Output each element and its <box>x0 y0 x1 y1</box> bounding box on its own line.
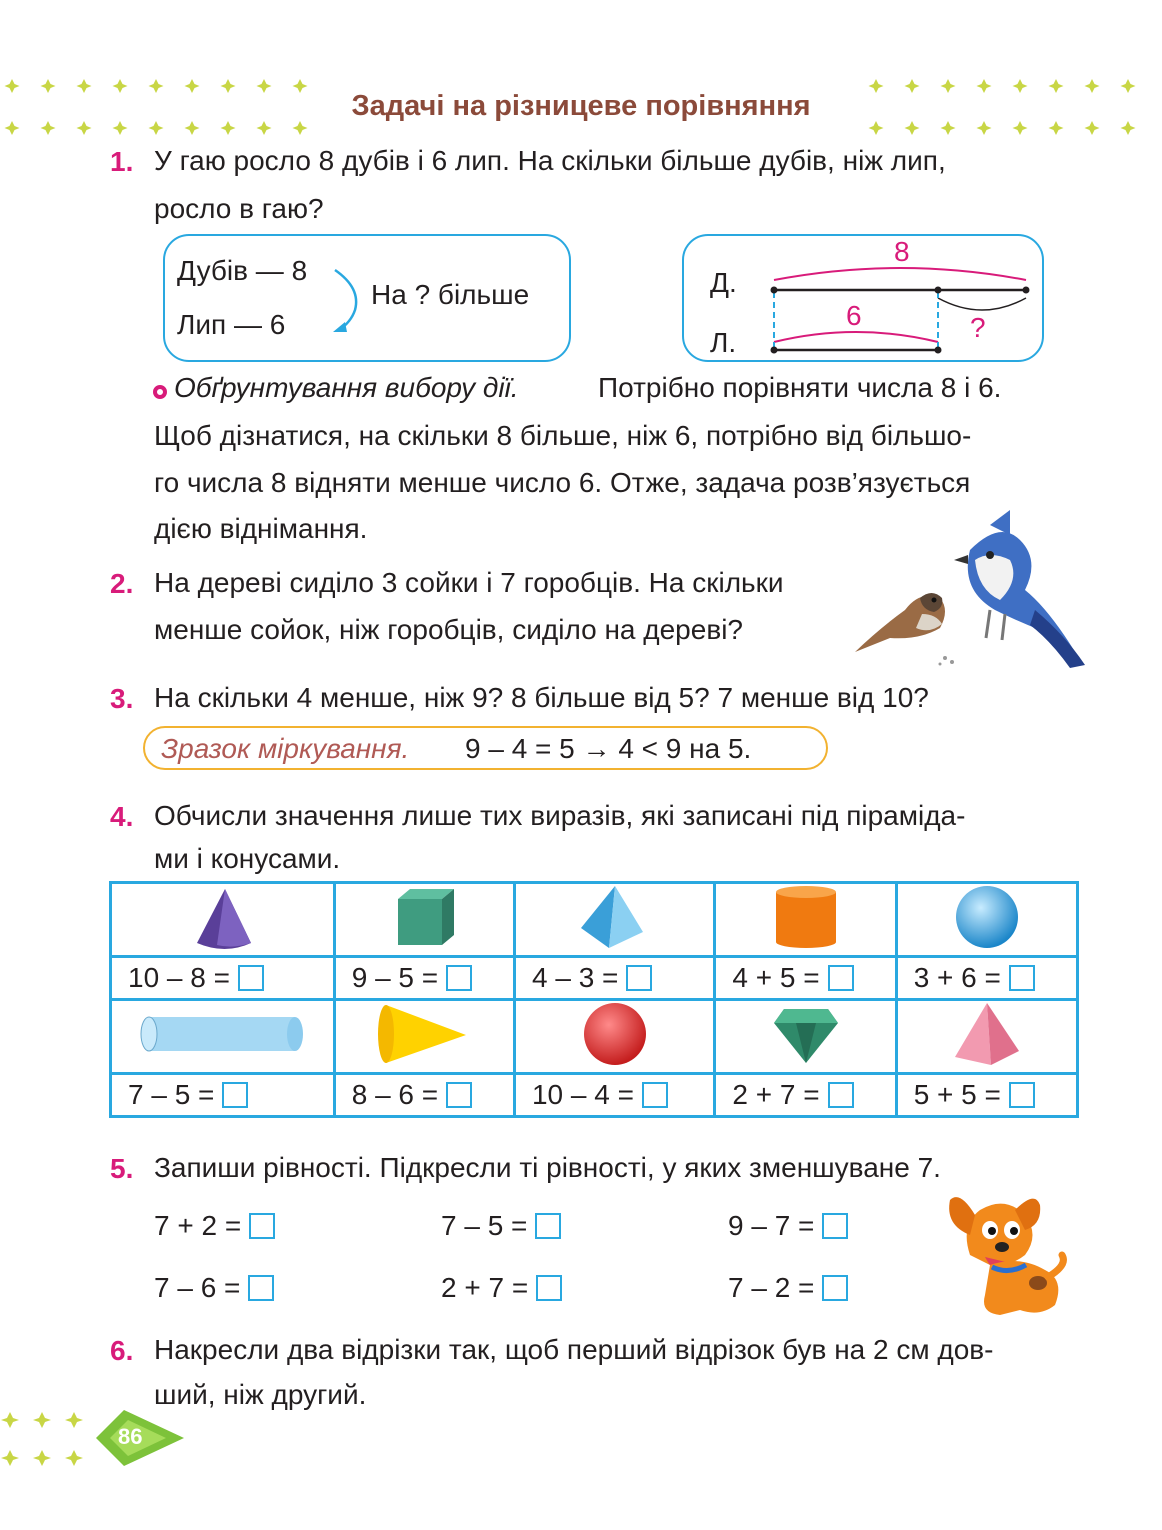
sample-reasoning-box <box>143 726 828 770</box>
reason-line-3: го числа 8 відняти менше число 6. Отже, задача розв’язується <box>154 467 971 498</box>
lying-cylinder-icon <box>137 1009 307 1059</box>
answer-box[interactable] <box>642 1082 668 1108</box>
star-icon <box>41 121 56 135</box>
expression: 4 + 5 = <box>732 962 820 993</box>
answer-box[interactable] <box>249 1213 275 1239</box>
shape-cell <box>111 1000 335 1074</box>
question-label: На ? більше <box>371 279 530 310</box>
answer-box[interactable] <box>626 965 652 991</box>
equation-text: 7 + 2 = <box>154 1210 242 1241</box>
expression: 8 – 6 = <box>351 1079 439 1110</box>
page-title: Задачі на різницеве порівняння <box>351 90 811 122</box>
gem-icon <box>766 1001 846 1067</box>
star-icon <box>5 121 20 135</box>
answer-box[interactable] <box>828 1082 854 1108</box>
star-icon <box>221 121 236 135</box>
task-4-number: 4. <box>110 801 134 832</box>
lindens-line: Лип — 6 <box>177 309 286 340</box>
top-value: 8 <box>894 236 910 267</box>
expression-cell <box>715 1074 896 1117</box>
expression-cell <box>111 1074 335 1117</box>
bottom-value: 6 <box>846 300 862 331</box>
task-3-number: 3. <box>110 683 134 714</box>
shape-cell <box>715 1000 896 1074</box>
expression-cell <box>514 1074 714 1117</box>
shapes-table <box>109 881 1079 1118</box>
shape-cell <box>896 1000 1077 1074</box>
equation-text: 9 – 7 = <box>728 1210 815 1241</box>
pink-pyramid-icon <box>947 1001 1027 1067</box>
equation <box>728 1272 848 1304</box>
curved-arrow-icon <box>325 258 375 338</box>
answer-box[interactable] <box>536 1275 562 1301</box>
expression: 10 – 4 = <box>531 1079 634 1110</box>
task-6-number: 6. <box>110 1335 134 1366</box>
reason-line-2: Щоб дізнатися, на скільки 8 більше, ніж 6, потрібно від більшо- <box>154 420 972 451</box>
label-oaks: Д. <box>710 267 737 298</box>
shape-cell <box>514 883 714 957</box>
task-3-text: На скільки 4 менше, ніж 9? 8 більше від 5? 7 менше від 10? <box>154 682 929 713</box>
task-5-number: 5. <box>110 1153 134 1184</box>
star-icon <box>77 121 92 135</box>
star-icon <box>113 121 128 135</box>
expression: 3 + 6 = <box>913 962 1001 993</box>
answer-box[interactable] <box>822 1275 848 1301</box>
star-icon <box>185 121 200 135</box>
star-icon <box>869 121 884 135</box>
task-5-text: Запиши рівності. Підкресли ті рівності, у яких зменшуване 7. <box>154 1152 941 1183</box>
equation-text: 7 – 2 = <box>728 1272 815 1303</box>
equation-text: 7 – 5 = <box>441 1210 528 1241</box>
answer-box[interactable] <box>248 1275 274 1301</box>
sample-label: Зразок міркування. <box>161 733 410 764</box>
shape-cell <box>514 1000 714 1074</box>
task-1-text: У гаю росло 8 дубів і 6 лип. На скільки більше дубів, ніж лип, <box>154 145 946 176</box>
task-1-number: 1. <box>110 146 134 177</box>
star-icon <box>1121 121 1136 135</box>
answer-box[interactable] <box>535 1213 561 1239</box>
task-6-text-2: ший, ніж другий. <box>154 1379 367 1410</box>
cube-icon <box>384 885 464 949</box>
pyramid-icon <box>575 884 655 950</box>
short-record-box <box>163 234 571 362</box>
star-icon <box>293 121 308 135</box>
answer-box[interactable] <box>446 1082 472 1108</box>
page-number: 86 <box>118 1424 143 1449</box>
oaks-line: Дубів — 8 <box>177 255 308 286</box>
answer-box[interactable] <box>822 1213 848 1239</box>
task-4-text-2: ми і конусами. <box>154 843 341 874</box>
task-2-text: На дереві сиділо 3 сойки і 7 горобців. На скільки <box>154 567 784 598</box>
task-4-text: Обчисли значення лише тих виразів, які записані під піраміда- <box>154 800 966 831</box>
difference-value: ? <box>970 312 986 343</box>
expression-cell <box>514 957 714 1000</box>
answer-box[interactable] <box>1009 1082 1035 1108</box>
star-icon <box>1049 121 1064 135</box>
answer-box[interactable] <box>446 965 472 991</box>
star-icon <box>977 121 992 135</box>
bullet-icon <box>152 384 168 400</box>
birds-illustration-icon <box>850 510 1090 670</box>
equation-text: 2 + 7 = <box>441 1272 529 1303</box>
task-2-text-2: менше сойок, ніж горобців, сиділо на дереві? <box>154 614 743 645</box>
expression: 2 + 7 = <box>732 1079 820 1110</box>
task-6-text: Накресли два відрізки так, щоб перший відрізок був на 2 см дов- <box>154 1334 994 1365</box>
shape-cell <box>896 883 1077 957</box>
equation <box>154 1272 274 1304</box>
sample-equation: 9 – 4 = 5 → 4 < 9 на 5. <box>465 733 752 764</box>
expression-cell <box>334 1074 514 1117</box>
star-icon <box>905 121 920 135</box>
answer-box[interactable] <box>1009 965 1035 991</box>
star-icon <box>149 121 164 135</box>
star-icon <box>1013 121 1028 135</box>
expression: 9 – 5 = <box>351 962 439 993</box>
expression-cell <box>715 957 896 1000</box>
expression-cell <box>111 957 335 1000</box>
reason-line-4: дією віднімання. <box>154 513 368 544</box>
reason-lead: Обґрунтування вибору дії. <box>174 372 519 403</box>
shape-cell <box>334 1000 514 1074</box>
equation <box>728 1210 848 1242</box>
answer-box[interactable] <box>828 965 854 991</box>
reason-line-1: Потрібно порівняти числа 8 і 6. <box>598 372 1002 403</box>
expression: 7 – 5 = <box>128 1079 215 1110</box>
answer-box[interactable] <box>238 965 264 991</box>
expression-cell <box>334 957 514 1000</box>
expression: 4 – 3 = <box>531 962 619 993</box>
sphere-icon <box>947 884 1027 950</box>
star-icon <box>1085 121 1100 135</box>
expression: 10 – 8 = <box>128 962 230 993</box>
puppy-illustration-icon <box>930 1185 1070 1320</box>
shape-cell <box>334 883 514 957</box>
star-icon <box>941 121 956 135</box>
task-2-number: 2. <box>110 568 134 599</box>
answer-box[interactable] <box>222 1082 248 1108</box>
task-1-text-2: росло в гаю? <box>154 193 324 224</box>
segment-diagram-box <box>682 234 1044 362</box>
shape-cell <box>111 883 335 957</box>
page-number-badge <box>0 1400 200 1480</box>
lying-cone-icon <box>374 1001 474 1067</box>
segment-diagram <box>684 236 1046 364</box>
label-lindens: Л. <box>710 327 737 358</box>
cylinder-icon <box>766 884 846 950</box>
equation <box>441 1272 562 1304</box>
expression: 5 + 5 = <box>913 1079 1001 1110</box>
star-icon <box>257 121 272 135</box>
expression-cell <box>896 1074 1077 1117</box>
equation-text: 7 – 6 = <box>154 1272 241 1303</box>
shape-cell <box>715 883 896 957</box>
equation <box>441 1210 561 1242</box>
ball-icon <box>575 1001 655 1067</box>
cone-icon <box>187 885 257 949</box>
equation <box>154 1210 275 1242</box>
expression-cell <box>896 957 1077 1000</box>
